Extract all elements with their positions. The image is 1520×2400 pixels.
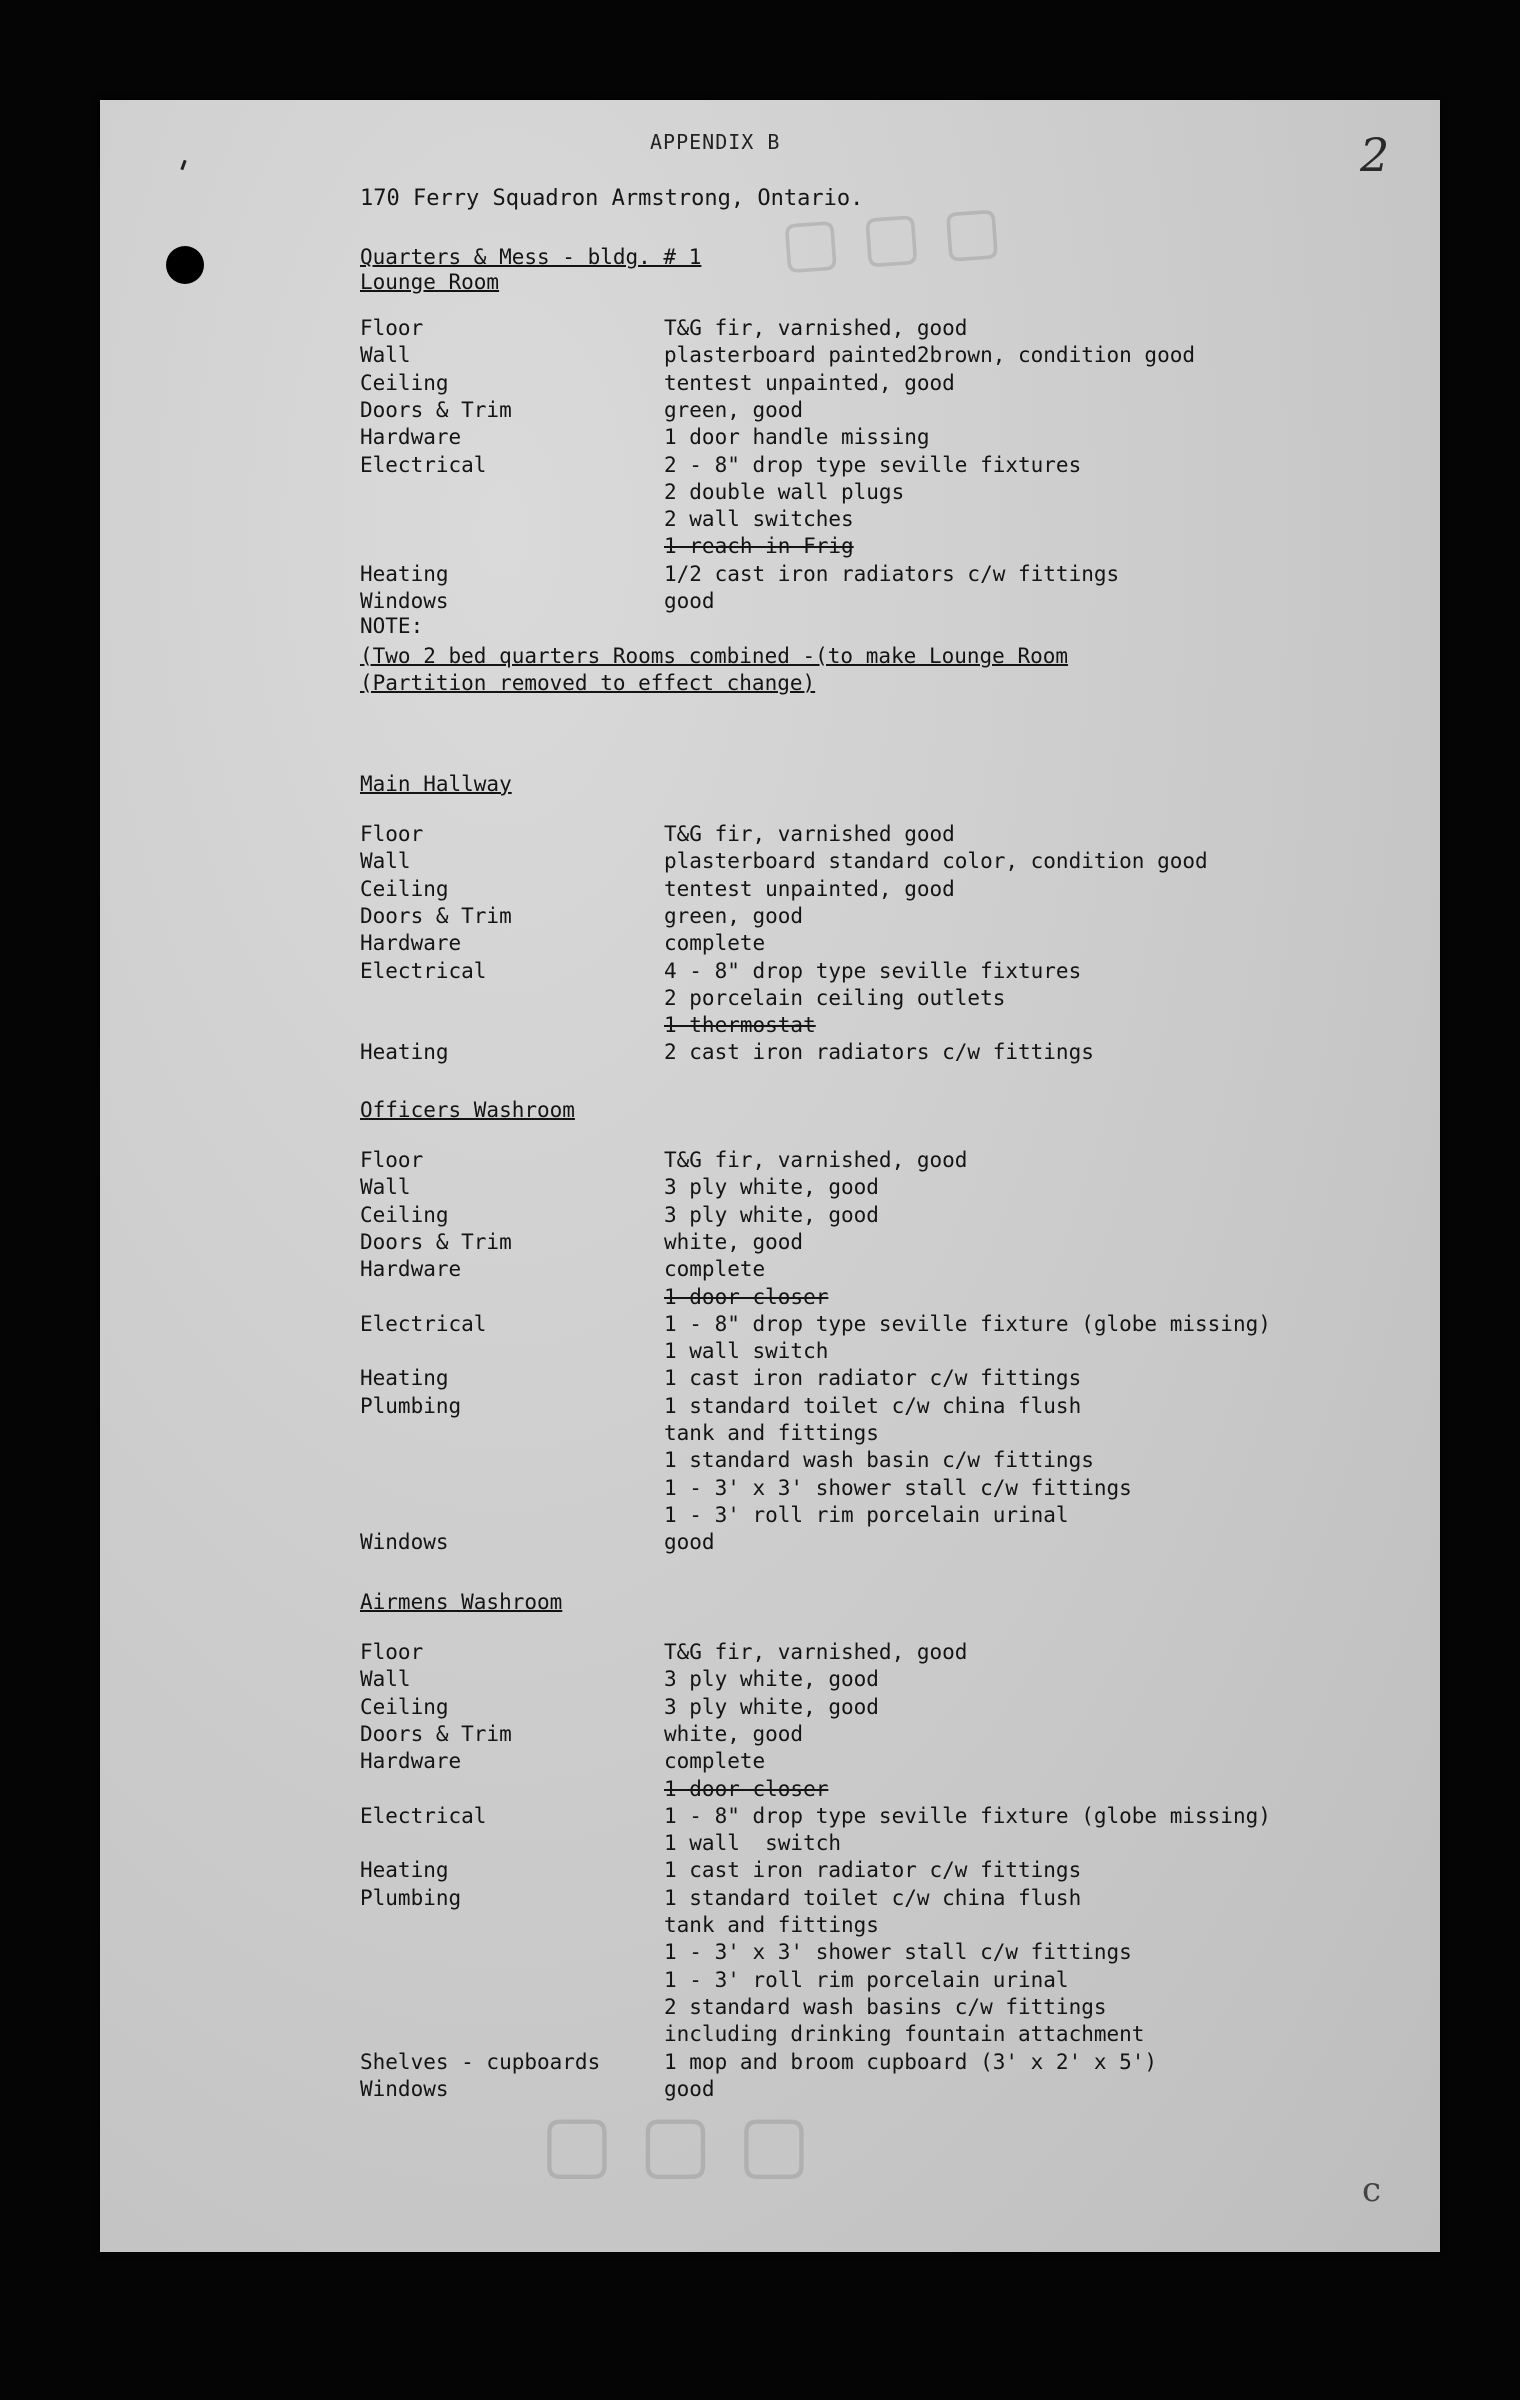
row-value: 2 standard wash basins c/w fittings	[664, 1994, 1107, 2019]
row-value: complete	[664, 1749, 766, 1774]
location-line: 170 Ferry Squadron Armstrong, Ontario.	[360, 186, 864, 211]
row-label: Floor	[360, 822, 424, 846]
note-line: (Two 2 bed quarters Rooms combined -(to make Lounge Room	[360, 643, 1069, 668]
row-value: 1/2 cast iron radiators c/w fittings	[664, 561, 1120, 586]
row-value: 2 double wall plugs	[664, 479, 905, 504]
row-label: Heating	[360, 1040, 449, 1065]
row-value: 1 - 3' x 3' shower stall c/w fittings	[664, 1940, 1132, 1965]
row-value: good	[664, 589, 715, 613]
row-value: 1 - 3' roll rim porcelain urinal	[664, 1967, 1069, 1992]
row-value: 2 wall switches	[664, 507, 854, 532]
row-label: Hardware	[360, 1749, 462, 1774]
row-value: 1 mop and broom cupboard (3' x 2' x 5')	[664, 2049, 1158, 2074]
row-label: Doors & Trim	[360, 1721, 512, 1746]
row-label: Hardware	[360, 931, 462, 956]
row-label: Doors & Trim	[360, 397, 512, 422]
row-label: Plumbing	[360, 1393, 462, 1418]
row-value: 3 ply white, good	[664, 1694, 879, 1719]
row-value: tentest unpainted, good	[664, 370, 955, 395]
row-label: Windows	[360, 2076, 449, 2101]
row-value: plasterboard painted2brown, condition good	[664, 343, 1196, 368]
row-value: white, good	[664, 1721, 804, 1746]
row-label: Wall	[360, 343, 411, 368]
faded-stamp-mark: ▢ ▢ ▢	[540, 2110, 811, 2200]
row-value: complete	[664, 931, 766, 956]
row-value: 2 cast iron radiators c/w fittings	[664, 1040, 1094, 1065]
row-value: plasterboard standard color, condition good	[664, 849, 1208, 874]
section-heading: Lounge Room	[360, 270, 500, 294]
row-value: white, good	[664, 1229, 804, 1254]
row-value: 1 cast iron radiator c/w fittings	[664, 1366, 1082, 1391]
row-value: tank and fittings	[664, 1913, 879, 1937]
row-label: Wall	[360, 849, 411, 874]
row-label: Shelves - cupboards	[360, 2049, 601, 2074]
section-heading: Officers Washroom	[360, 1098, 575, 1122]
row-value: 1 door closer	[664, 1284, 829, 1309]
pen-mark: c	[1362, 2170, 1382, 2210]
faded-stamp-mark: ▢ ▢ ▢	[777, 192, 1005, 282]
row-label: Heating	[360, 1858, 449, 1883]
appendix-title: APPENDIX B	[650, 130, 781, 154]
note-label: NOTE:	[360, 614, 424, 639]
row-value: T&G fir, varnished, good	[664, 1148, 968, 1172]
row-value: 1 cast iron radiator c/w fittings	[664, 1858, 1082, 1883]
row-label: Ceiling	[360, 1202, 449, 1227]
row-value: good	[664, 2076, 715, 2101]
row-value: green, good	[664, 397, 804, 422]
row-value: tank and fittings	[664, 1421, 879, 1445]
row-label: Heating	[360, 561, 449, 586]
row-value: including drinking fountain attachment	[664, 2022, 1145, 2047]
row-label: Wall	[360, 1667, 411, 1692]
row-value: 2 porcelain ceiling outlets	[664, 985, 1006, 1010]
row-value: 3 ply white, good	[664, 1175, 879, 1200]
row-value: 1 - 8" drop type seville fixture (globe missing)	[664, 1311, 1271, 1336]
row-value: 1 door handle missing	[664, 425, 930, 450]
page-number: 2	[1360, 128, 1390, 182]
row-label: Floor	[360, 316, 424, 340]
note-line: (Partition removed to effect change)	[360, 670, 816, 695]
section-heading: Airmens Washroom	[360, 1590, 563, 1614]
row-value: 1 thermostat	[664, 1013, 816, 1038]
row-value: 1 reach in Frig	[664, 534, 854, 559]
row-value: 2 - 8" drop type seville fixtures	[664, 452, 1082, 477]
row-label: Hardware	[360, 1257, 462, 1282]
row-value: 1 standard toilet c/w china flush	[664, 1393, 1082, 1418]
row-value: T&G fir, varnished good	[664, 822, 955, 846]
row-label: Electrical	[360, 958, 487, 983]
row-label: Floor	[360, 1148, 424, 1172]
row-label: Hardware	[360, 425, 462, 450]
row-value: 1 - 3' x 3' shower stall c/w fittings	[664, 1475, 1132, 1500]
row-value: 1 door closer	[664, 1776, 829, 1801]
row-value: green, good	[664, 903, 804, 928]
row-label: Windows	[360, 589, 449, 613]
row-label: Heating	[360, 1366, 449, 1391]
row-value: T&G fir, varnished, good	[664, 316, 968, 340]
row-value: 3 ply white, good	[664, 1202, 879, 1227]
row-label: Electrical	[360, 1311, 487, 1336]
row-label: Doors & Trim	[360, 903, 512, 928]
row-value: 1 wall switch	[664, 1339, 829, 1364]
row-label: Floor	[360, 1640, 424, 1664]
row-value: tentest unpainted, good	[664, 876, 955, 901]
row-value: 1 standard toilet c/w china flush	[664, 1885, 1082, 1910]
row-value: 1 wall switch	[664, 1831, 842, 1856]
row-label: Doors & Trim	[360, 1229, 512, 1254]
row-value: T&G fir, varnished, good	[664, 1640, 968, 1664]
row-label: Plumbing	[360, 1885, 462, 1910]
building-heading: Quarters & Mess - bldg. # 1	[360, 245, 702, 269]
row-value: 3 ply white, good	[664, 1667, 879, 1692]
row-value: good	[664, 1530, 715, 1555]
row-label: Ceiling	[360, 876, 449, 901]
row-label: Electrical	[360, 1803, 487, 1828]
row-label: Ceiling	[360, 370, 449, 395]
row-value: 1 - 8" drop type seville fixture (globe missing)	[664, 1803, 1271, 1828]
row-label: Electrical	[360, 452, 487, 477]
row-value: complete	[664, 1257, 766, 1282]
row-label: Wall	[360, 1175, 411, 1200]
row-value: 1 standard wash basin c/w fittings	[664, 1448, 1094, 1473]
row-value: 1 - 3' roll rim porcelain urinal	[664, 1502, 1069, 1527]
row-label: Windows	[360, 1530, 449, 1555]
row-value: 4 - 8" drop type seville fixtures	[664, 958, 1082, 983]
section-heading: Main Hallway	[360, 772, 512, 796]
row-label: Ceiling	[360, 1694, 449, 1719]
punch-hole	[166, 246, 204, 284]
